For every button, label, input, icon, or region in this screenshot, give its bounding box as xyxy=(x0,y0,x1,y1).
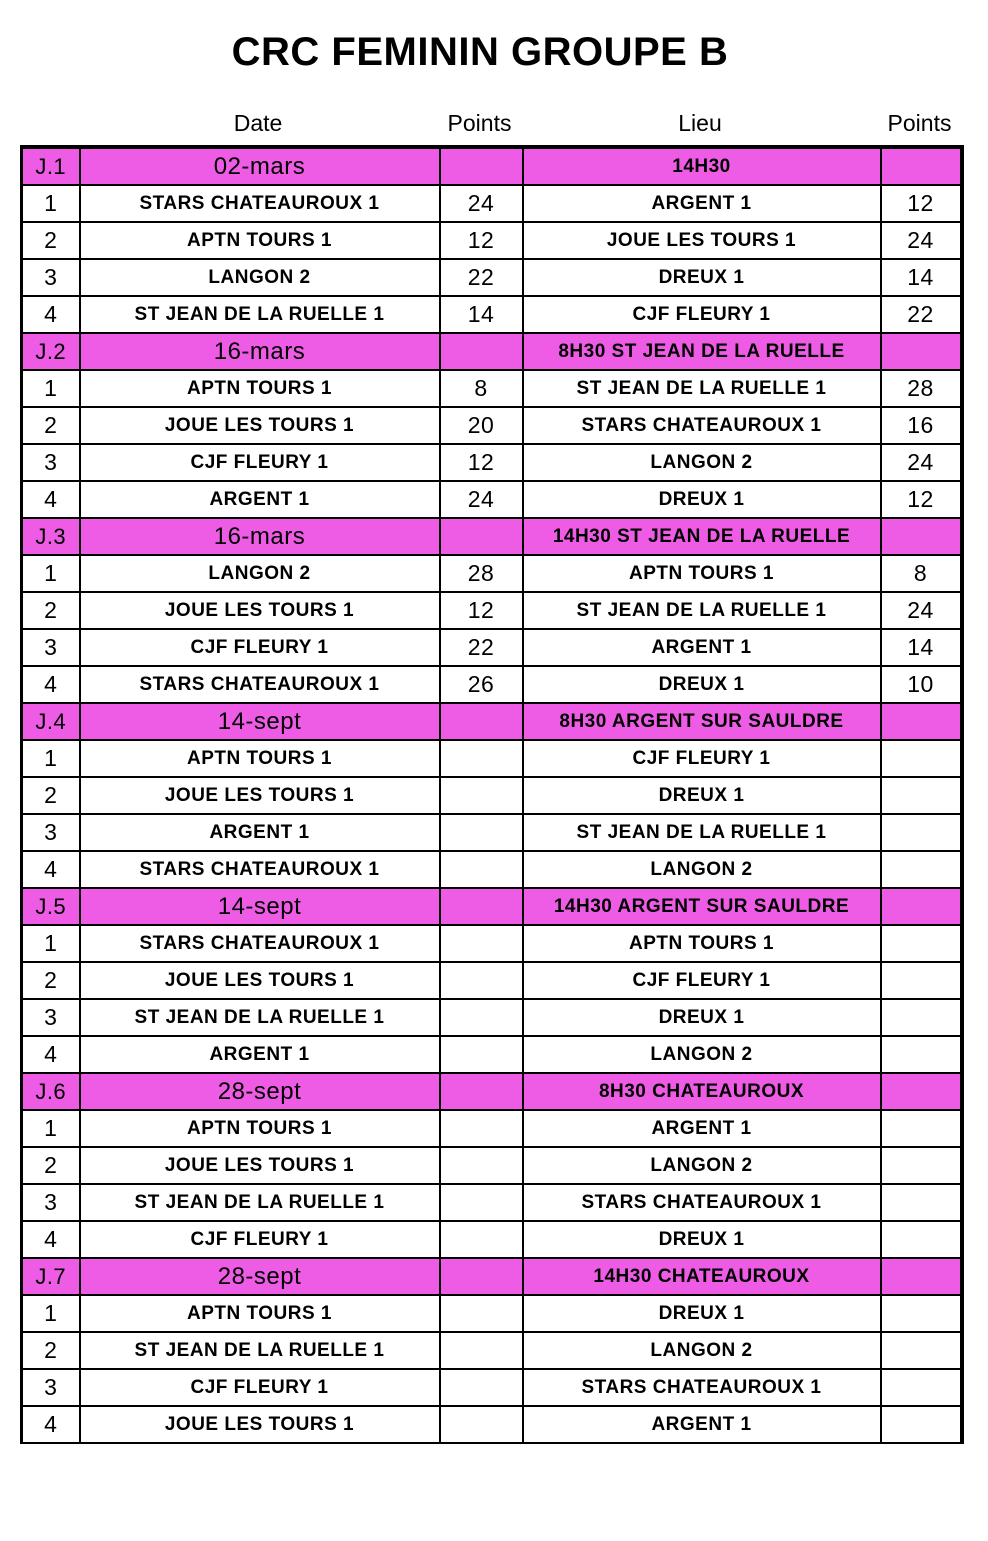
home-points: 20 xyxy=(440,407,523,444)
match-row xyxy=(22,962,962,999)
away-team: CJF FLEURY 1 xyxy=(523,962,881,999)
home-team: JOUE LES TOURS 1 xyxy=(80,1147,440,1184)
header-points-home: Points xyxy=(447,110,512,136)
match-number: 2 xyxy=(22,1147,80,1184)
journee-code: J.6 xyxy=(22,1073,80,1110)
journee-points-away-empty xyxy=(881,333,962,370)
away-team: DREUX 1 xyxy=(523,777,881,814)
match-row xyxy=(22,185,962,222)
home-team: STARS CHATEAUROUX 1 xyxy=(80,666,440,703)
home-team: ARGENT 1 xyxy=(80,481,440,518)
home-team: APTN TOURS 1 xyxy=(80,1110,440,1147)
match-row xyxy=(22,777,962,814)
away-points: 10 xyxy=(881,666,962,703)
journee-points-away-empty xyxy=(881,1258,962,1295)
away-team: DREUX 1 xyxy=(523,481,881,518)
home-team: ST JEAN DE LA RUELLE 1 xyxy=(80,1332,440,1369)
away-points: 22 xyxy=(881,296,962,333)
journee-points-away-empty xyxy=(881,1073,962,1110)
home-team: APTN TOURS 1 xyxy=(80,222,440,259)
home-team: ARGENT 1 xyxy=(80,814,440,851)
journee-points-away-empty xyxy=(881,518,962,555)
away-points: 14 xyxy=(881,629,962,666)
match-row xyxy=(22,999,962,1036)
match-row xyxy=(22,1406,962,1443)
away-points xyxy=(881,1110,962,1147)
journee-date: 02-mars xyxy=(80,147,440,185)
match-number: 1 xyxy=(22,740,80,777)
home-team: APTN TOURS 1 xyxy=(80,740,440,777)
header-points-away: Points xyxy=(887,110,952,136)
away-team: ARGENT 1 xyxy=(523,629,881,666)
match-number: 2 xyxy=(22,777,80,814)
home-points xyxy=(440,1147,523,1184)
home-points xyxy=(440,925,523,962)
match-row xyxy=(22,259,962,296)
match-row xyxy=(22,1036,962,1073)
away-team: LANGON 2 xyxy=(523,1036,881,1073)
journee-points-away-empty xyxy=(881,703,962,740)
away-points xyxy=(881,814,962,851)
header-date: Date xyxy=(233,110,283,136)
match-number: 4 xyxy=(22,1221,80,1258)
away-team: STARS CHATEAUROUX 1 xyxy=(523,407,881,444)
home-points xyxy=(440,999,523,1036)
journee-code: J.2 xyxy=(22,333,80,370)
home-points xyxy=(440,777,523,814)
journee-code: J.5 xyxy=(22,888,80,925)
journee-header-row xyxy=(22,518,962,555)
home-points xyxy=(440,1036,523,1073)
match-number: 4 xyxy=(22,851,80,888)
home-points xyxy=(440,1295,523,1332)
away-team: STARS CHATEAUROUX 1 xyxy=(523,1369,881,1406)
home-team: CJF FLEURY 1 xyxy=(80,629,440,666)
match-number: 1 xyxy=(22,555,80,592)
journee-code: J.7 xyxy=(22,1258,80,1295)
away-team: STARS CHATEAUROUX 1 xyxy=(523,1184,881,1221)
match-number: 3 xyxy=(22,1184,80,1221)
home-team: LANGON 2 xyxy=(80,259,440,296)
away-team: CJF FLEURY 1 xyxy=(523,740,881,777)
away-points xyxy=(881,1221,962,1258)
home-team: JOUE LES TOURS 1 xyxy=(80,777,440,814)
away-points xyxy=(881,740,962,777)
away-points xyxy=(881,999,962,1036)
match-row xyxy=(22,1369,962,1406)
match-number: 2 xyxy=(22,962,80,999)
home-team: CJF FLEURY 1 xyxy=(80,444,440,481)
away-points: 24 xyxy=(881,444,962,481)
away-points: 8 xyxy=(881,555,962,592)
match-row xyxy=(22,666,962,703)
home-points xyxy=(440,1184,523,1221)
match-number: 3 xyxy=(22,629,80,666)
home-team: CJF FLEURY 1 xyxy=(80,1369,440,1406)
journee-date: 16-mars xyxy=(80,333,440,370)
away-points: 14 xyxy=(881,259,962,296)
away-team: ARGENT 1 xyxy=(523,1406,881,1443)
home-team: CJF FLEURY 1 xyxy=(80,1221,440,1258)
journee-date: 14-sept xyxy=(80,703,440,740)
match-row xyxy=(22,851,962,888)
match-number: 4 xyxy=(22,1036,80,1073)
match-row xyxy=(22,481,962,518)
away-points: 24 xyxy=(881,592,962,629)
match-number: 1 xyxy=(22,1110,80,1147)
home-points xyxy=(440,1406,523,1443)
journee-lieu: 8H30 CHATEAUROUX xyxy=(523,1073,881,1110)
journee-header-row xyxy=(22,888,962,925)
away-points xyxy=(881,1332,962,1369)
schedule-table xyxy=(20,145,964,1444)
match-number: 1 xyxy=(22,185,80,222)
away-team: APTN TOURS 1 xyxy=(523,925,881,962)
home-points xyxy=(440,814,523,851)
journee-points-home-empty xyxy=(440,888,523,925)
match-number: 3 xyxy=(22,444,80,481)
away-points xyxy=(881,1406,962,1443)
journee-code: J.3 xyxy=(22,518,80,555)
journee-points-home-empty xyxy=(440,703,523,740)
away-team: APTN TOURS 1 xyxy=(523,555,881,592)
away-team: DREUX 1 xyxy=(523,1295,881,1332)
away-points xyxy=(881,1184,962,1221)
home-points xyxy=(440,740,523,777)
away-team: DREUX 1 xyxy=(523,666,881,703)
home-points xyxy=(440,1369,523,1406)
home-team: JOUE LES TOURS 1 xyxy=(80,1406,440,1443)
match-row xyxy=(22,222,962,259)
away-points xyxy=(881,1036,962,1073)
home-team: ARGENT 1 xyxy=(80,1036,440,1073)
home-team: JOUE LES TOURS 1 xyxy=(80,592,440,629)
away-team: ARGENT 1 xyxy=(523,185,881,222)
home-points xyxy=(440,1332,523,1369)
away-team: ARGENT 1 xyxy=(523,1110,881,1147)
journee-date: 28-sept xyxy=(80,1073,440,1110)
match-number: 1 xyxy=(22,370,80,407)
match-number: 1 xyxy=(22,925,80,962)
journee-date: 16-mars xyxy=(80,518,440,555)
away-points xyxy=(881,851,962,888)
home-points xyxy=(440,962,523,999)
match-number: 4 xyxy=(22,666,80,703)
match-row xyxy=(22,592,962,629)
match-row xyxy=(22,1184,962,1221)
home-points xyxy=(440,1110,523,1147)
journee-lieu: 14H30 ST JEAN DE LA RUELLE xyxy=(523,518,881,555)
journee-points-home-empty xyxy=(440,147,523,185)
match-number: 4 xyxy=(22,1406,80,1443)
journee-points-home-empty xyxy=(440,518,523,555)
journee-header-row xyxy=(22,1073,962,1110)
home-team: STARS CHATEAUROUX 1 xyxy=(80,185,440,222)
match-number: 2 xyxy=(22,1332,80,1369)
journee-date: 14-sept xyxy=(80,888,440,925)
away-points: 16 xyxy=(881,407,962,444)
journee-lieu: 8H30 ST JEAN DE LA RUELLE xyxy=(523,333,881,370)
header-lieu: Lieu xyxy=(678,110,722,136)
home-points xyxy=(440,1221,523,1258)
journee-date: 28-sept xyxy=(80,1258,440,1295)
match-number: 3 xyxy=(22,1369,80,1406)
home-points: 28 xyxy=(440,555,523,592)
home-points: 24 xyxy=(440,481,523,518)
home-team: LANGON 2 xyxy=(80,555,440,592)
journee-header-row xyxy=(22,1258,962,1295)
journee-points-home-empty xyxy=(440,1073,523,1110)
match-row xyxy=(22,1332,962,1369)
home-points: 12 xyxy=(440,592,523,629)
away-team: LANGON 2 xyxy=(523,851,881,888)
journee-header-row xyxy=(22,147,962,185)
match-row xyxy=(22,296,962,333)
away-team: ST JEAN DE LA RUELLE 1 xyxy=(523,814,881,851)
match-number: 1 xyxy=(22,1295,80,1332)
match-number: 4 xyxy=(22,296,80,333)
away-points xyxy=(881,1295,962,1332)
home-team: STARS CHATEAUROUX 1 xyxy=(80,851,440,888)
journee-header-row xyxy=(22,703,962,740)
match-row xyxy=(22,1295,962,1332)
away-team: CJF FLEURY 1 xyxy=(523,296,881,333)
match-row xyxy=(22,444,962,481)
match-row xyxy=(22,629,962,666)
journee-points-away-empty xyxy=(881,147,962,185)
away-points xyxy=(881,962,962,999)
away-team: DREUX 1 xyxy=(523,999,881,1036)
column-headers xyxy=(20,110,960,140)
journee-points-away-empty xyxy=(881,888,962,925)
away-team: LANGON 2 xyxy=(523,1147,881,1184)
match-row xyxy=(22,370,962,407)
journee-header-row xyxy=(22,333,962,370)
away-points: 12 xyxy=(881,481,962,518)
journee-points-home-empty xyxy=(440,333,523,370)
home-points: 22 xyxy=(440,259,523,296)
home-team: ST JEAN DE LA RUELLE 1 xyxy=(80,296,440,333)
match-number: 3 xyxy=(22,259,80,296)
home-team: STARS CHATEAUROUX 1 xyxy=(80,925,440,962)
away-points xyxy=(881,1369,962,1406)
match-row xyxy=(22,925,962,962)
match-number: 2 xyxy=(22,222,80,259)
away-points: 12 xyxy=(881,185,962,222)
match-row xyxy=(22,555,962,592)
away-team: DREUX 1 xyxy=(523,259,881,296)
away-points xyxy=(881,777,962,814)
home-points: 12 xyxy=(440,444,523,481)
away-team: LANGON 2 xyxy=(523,444,881,481)
home-team: JOUE LES TOURS 1 xyxy=(80,962,440,999)
home-team: APTN TOURS 1 xyxy=(80,370,440,407)
journee-points-home-empty xyxy=(440,1258,523,1295)
match-number: 3 xyxy=(22,999,80,1036)
home-points: 26 xyxy=(440,666,523,703)
match-number: 3 xyxy=(22,814,80,851)
match-number: 2 xyxy=(22,592,80,629)
journee-code: J.4 xyxy=(22,703,80,740)
journee-lieu: 14H30 ARGENT SUR SAULDRE xyxy=(523,888,881,925)
away-points: 28 xyxy=(881,370,962,407)
away-team: JOUE LES TOURS 1 xyxy=(523,222,881,259)
away-team: ST JEAN DE LA RUELLE 1 xyxy=(523,592,881,629)
away-points xyxy=(881,1147,962,1184)
away-team: ST JEAN DE LA RUELLE 1 xyxy=(523,370,881,407)
match-row xyxy=(22,740,962,777)
match-row xyxy=(22,1147,962,1184)
home-team: ST JEAN DE LA RUELLE 1 xyxy=(80,999,440,1036)
away-team: DREUX 1 xyxy=(523,1221,881,1258)
match-number: 4 xyxy=(22,481,80,518)
home-points: 12 xyxy=(440,222,523,259)
home-team: ST JEAN DE LA RUELLE 1 xyxy=(80,1184,440,1221)
journee-lieu: 8H30 ARGENT SUR SAULDRE xyxy=(523,703,881,740)
journee-code: J.1 xyxy=(22,147,80,185)
journee-lieu: 14H30 xyxy=(523,147,881,185)
away-team: LANGON 2 xyxy=(523,1332,881,1369)
home-points: 8 xyxy=(440,370,523,407)
home-points: 22 xyxy=(440,629,523,666)
page-title: CRC FEMININ GROUPE B xyxy=(231,30,729,74)
journee-lieu: 14H30 CHATEAUROUX xyxy=(523,1258,881,1295)
home-points xyxy=(440,851,523,888)
home-points: 14 xyxy=(440,296,523,333)
match-row xyxy=(22,1110,962,1147)
home-team: JOUE LES TOURS 1 xyxy=(80,407,440,444)
home-team: APTN TOURS 1 xyxy=(80,1295,440,1332)
match-row xyxy=(22,814,962,851)
match-row xyxy=(22,407,962,444)
match-row xyxy=(22,1221,962,1258)
away-points: 24 xyxy=(881,222,962,259)
away-points xyxy=(881,925,962,962)
home-points: 24 xyxy=(440,185,523,222)
match-number: 2 xyxy=(22,407,80,444)
